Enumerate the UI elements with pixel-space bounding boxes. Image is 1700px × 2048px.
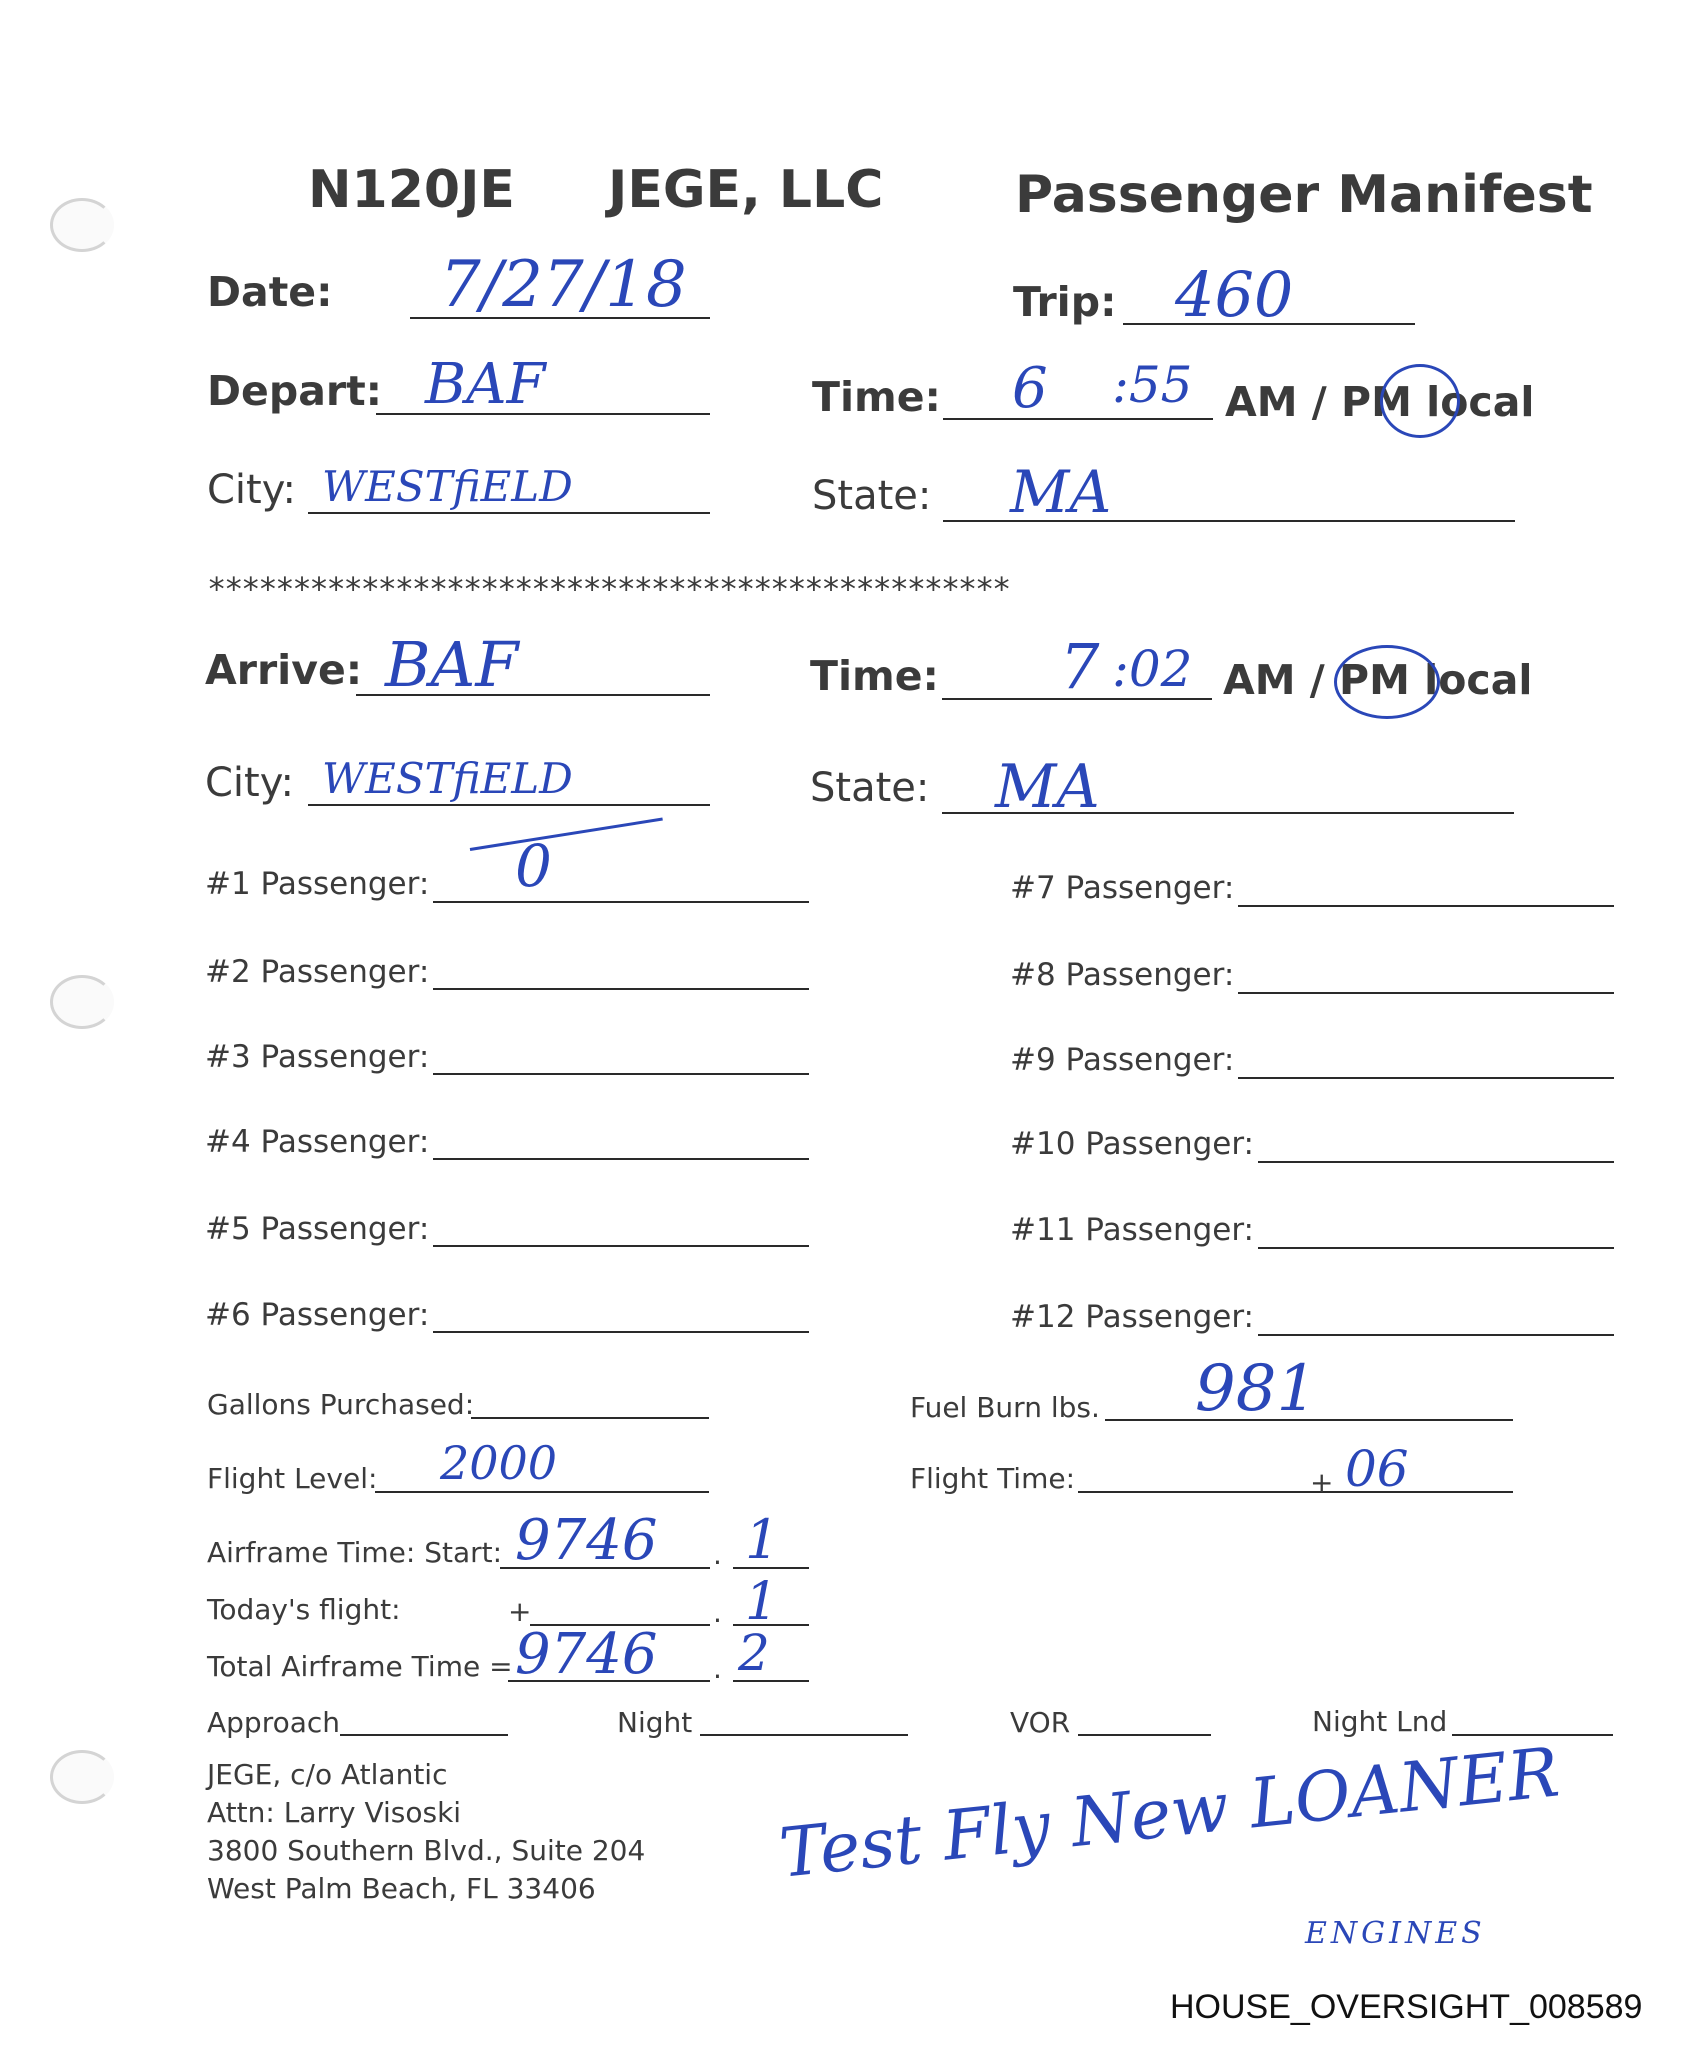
fuel-burn-value[interactable]: 981	[1195, 1352, 1318, 1426]
flight-time-label: Flight Time:	[910, 1462, 1076, 1495]
gallons-label: Gallons Purchased:	[207, 1388, 475, 1421]
pm-circled-mark	[1380, 364, 1460, 438]
arrive-state-value[interactable]: MA	[995, 752, 1100, 822]
passenger-4-label: #4 Passenger:	[205, 1124, 430, 1160]
handwritten-note[interactable]: Test Fly New LOANER	[775, 1733, 1563, 1894]
passenger-8-label: #8 Passenger:	[1010, 957, 1235, 993]
passenger-1-label: #1 Passenger:	[205, 866, 430, 902]
pm-circled-mark-arrive	[1334, 645, 1440, 719]
night-label: Night	[617, 1706, 693, 1739]
total-airframe-tenth[interactable]: 2	[738, 1624, 770, 1682]
address-line-3: 3800 Southern Blvd., Suite 204	[207, 1834, 646, 1867]
passenger-5-label: #5 Passenger:	[205, 1211, 430, 1247]
passenger-9-label: #9 Passenger:	[1010, 1042, 1235, 1078]
company-name: JEGE, LLC	[608, 160, 884, 220]
passenger-3-label: #3 Passenger:	[205, 1039, 430, 1075]
flight-level-value[interactable]: 2000	[440, 1436, 558, 1490]
depart-city-label: City:	[207, 467, 296, 513]
passenger-1-strike	[470, 818, 663, 851]
binder-hole-bottom	[50, 1750, 114, 1804]
address-line-2: Attn: Larry Visoski	[207, 1796, 462, 1829]
form-title: Passenger Manifest	[1015, 165, 1593, 225]
passenger-1-value[interactable]: 0	[515, 832, 552, 900]
total-airframe-dot: .	[713, 1652, 722, 1685]
depart-value[interactable]: BAF	[425, 352, 546, 417]
arrive-time-label: Time:	[810, 652, 939, 700]
arrive-time-hour[interactable]: 7	[1060, 630, 1100, 703]
arrive-city-label: City:	[205, 760, 294, 806]
arrive-label: Arrive:	[205, 646, 363, 694]
depart-state-value[interactable]: MA	[1010, 458, 1112, 526]
flight-level-label: Flight Level:	[207, 1462, 378, 1495]
passenger-12-label: #12 Passenger:	[1010, 1299, 1254, 1335]
todays-flight-tenth[interactable]: 1	[745, 1572, 779, 1632]
arrive-value[interactable]: BAF	[385, 628, 519, 701]
airframe-start-label: Airframe Time: Start:	[207, 1536, 503, 1569]
todays-flight-plus: +	[508, 1595, 532, 1628]
flight-time-value[interactable]: 06	[1345, 1440, 1409, 1498]
bates-number: HOUSE_OVERSIGHT_008589	[1170, 1988, 1643, 2026]
arrive-ampm-label: AM / PM local	[1223, 656, 1533, 704]
date-label: Date:	[207, 268, 333, 316]
passenger-7-label: #7 Passenger:	[1010, 870, 1235, 906]
depart-ampm-label: AM / PM local	[1225, 378, 1535, 426]
approach-label: Approach	[207, 1706, 341, 1739]
separator-asterisks: ***********************************************	[207, 570, 1010, 608]
airframe-start-whole[interactable]: 9746	[515, 1508, 658, 1573]
trip-label: Trip:	[1013, 278, 1117, 326]
flight-time-plus: +	[1310, 1466, 1334, 1499]
vor-label: VOR	[1010, 1706, 1071, 1739]
address-line-4: West Palm Beach, FL 33406	[207, 1872, 596, 1905]
date-value[interactable]: 7/27/18	[440, 248, 687, 322]
todays-flight-label: Today's flight:	[207, 1593, 401, 1626]
todays-flight-dot: .	[713, 1596, 722, 1629]
fuel-burn-label: Fuel Burn lbs.	[910, 1391, 1100, 1424]
night-lnd-label: Night Lnd	[1312, 1705, 1448, 1738]
binder-hole-middle	[50, 975, 114, 1029]
total-airframe-label: Total Airframe Time =	[207, 1650, 513, 1683]
depart-time-minutes[interactable]: :55	[1112, 356, 1193, 414]
depart-label: Depart:	[207, 367, 383, 415]
arrive-city-value[interactable]: WESTfiELD	[322, 754, 573, 803]
mailing-address	[207, 1756, 645, 1908]
airframe-start-dot: .	[713, 1538, 722, 1571]
address-line-1: JEGE, c/o Atlantic	[207, 1758, 448, 1791]
airframe-start-tenth[interactable]: 1	[745, 1508, 780, 1571]
arrive-time-minutes[interactable]: :02	[1112, 640, 1193, 698]
depart-time-label: Time:	[812, 373, 941, 421]
arrive-state-label: State:	[810, 765, 930, 811]
depart-state-label: State:	[812, 473, 932, 519]
depart-time-hour[interactable]: 6	[1012, 356, 1048, 421]
passenger-6-label: #6 Passenger:	[205, 1297, 430, 1333]
passenger-11-label: #11 Passenger:	[1010, 1212, 1254, 1248]
binder-hole-top	[50, 198, 114, 252]
depart-city-value[interactable]: WESTfiELD	[322, 462, 573, 511]
trip-value[interactable]: 460	[1175, 258, 1294, 331]
passenger-10-label: #10 Passenger:	[1010, 1126, 1254, 1162]
total-airframe-whole[interactable]: 9746	[515, 1622, 658, 1687]
tail-number: N120JE	[308, 160, 515, 220]
handwritten-note-line-2[interactable]: ENGINES	[1305, 1916, 1486, 1951]
passenger-2-label: #2 Passenger:	[205, 954, 430, 990]
